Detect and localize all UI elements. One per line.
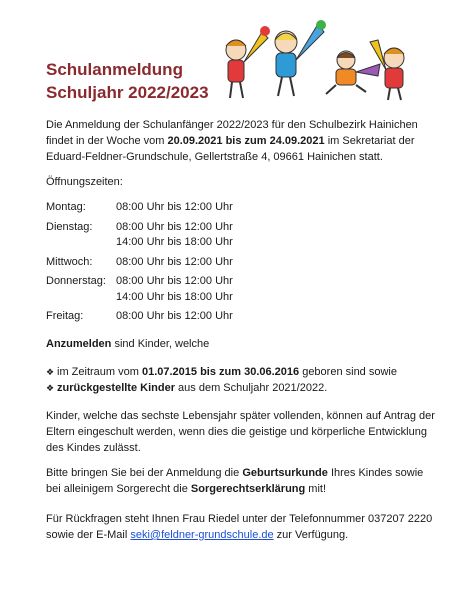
- day-label: Freitag:: [46, 310, 84, 322]
- child-figure: [275, 20, 326, 96]
- contact-text: zur Verfügung.: [273, 529, 349, 541]
- intro-paragraph: [46, 117, 436, 165]
- criteria-birth-range: [57, 364, 397, 380]
- day-label: Dienstag:: [46, 220, 93, 233]
- page-subtitle: Schuljahr 2022/2023: [46, 83, 209, 102]
- time-range: 08:00 Uhr bis 12:00 Uhr: [116, 255, 233, 268]
- registration-lead-bold: Anzumelden: [46, 338, 112, 350]
- hours-row-tuesday: [46, 220, 233, 251]
- criteria-text: im Zeitraum vom: [57, 366, 142, 378]
- hours-row-thursday: [46, 274, 233, 305]
- criteria-deferred: [57, 380, 327, 396]
- opening-hours-heading: Öffnungszeiten:: [46, 176, 123, 188]
- documents-paragraph: [46, 465, 436, 497]
- contact-text: Für Rückfragen steht Ihnen Frau Riedel unter der Telefonnummer 037207 2220 sowie der E-Mail: [46, 513, 433, 541]
- list-item: [46, 380, 436, 396]
- children-school-cones-illustration: [222, 20, 412, 102]
- child-figure: [226, 26, 270, 98]
- documents-text: Bitte bringen Sie bei der Anmeldung die: [46, 467, 243, 479]
- child-figure: [326, 51, 380, 94]
- day-label: Donnerstag:: [46, 275, 106, 287]
- documents-text: Ihres Kindes sowie bei alleinigem Sorgerecht die: [46, 467, 424, 495]
- registration-criteria-list: [46, 364, 436, 396]
- hours-row-wednesday: [46, 255, 233, 271]
- time-range: 14:00 Uhr bis 18:00 Uhr: [116, 236, 233, 248]
- contact-paragraph: [46, 511, 436, 543]
- criteria-text: geboren sind sowie: [299, 366, 397, 378]
- time-range: 08:00 Uhr bis 12:00 Uhr: [116, 201, 233, 213]
- hours-row-friday: [46, 309, 233, 325]
- email-link[interactable]: seki@feldner-grundschule.de: [130, 529, 274, 541]
- registration-lead-text: sind Kinder, welche: [111, 338, 210, 350]
- hours-row-monday: [46, 200, 233, 216]
- intro-location-text: im Sekretariat der Eduard-Feldner-Grundschule, Gellertstraße 4, 09661 Hainichen statt.: [46, 135, 415, 163]
- custody-declaration-label: Sorgerechtserklärung: [190, 483, 306, 495]
- birth-certificate-label: Geburtsurkunde: [242, 467, 328, 479]
- opening-hours-table: [46, 200, 233, 325]
- registration-lead: [46, 336, 436, 352]
- day-label: Mittwoch:: [46, 255, 93, 268]
- early-enrollment-paragraph: Kinder, welche das sechste Lebensjahr später vollenden, können auf Antrag der Eltern eingeschult werden, wenn dies die geistige und körperliche Entwicklung des Kindes zulässt.: [46, 410, 435, 454]
- registration-date-range: 20.09.2021 bis zum 24.09.2021: [167, 135, 325, 147]
- diamond-bullet-icon: ❖: [46, 367, 55, 377]
- time-range: 14:00 Uhr bis 18:00 Uhr: [116, 290, 233, 303]
- page-title: Schulanmeldung: [46, 60, 183, 79]
- intro-text: Die Anmeldung der Schulanfänger 2022/2023 für den Schulbezirk Hainichen findet in der Woche vom: [46, 119, 418, 147]
- time-range: 08:00 Uhr bis 12:00 Uhr: [116, 220, 233, 233]
- deferred-children-label: zurückgestellte Kinder: [57, 382, 175, 394]
- list-item: [46, 364, 436, 380]
- documents-text: mit!: [305, 483, 327, 495]
- criteria-text: aus dem Schuljahr 2021/2022.: [174, 382, 328, 394]
- time-range: 08:00 Uhr bis 12:00 Uhr: [116, 310, 233, 322]
- diamond-bullet-icon: ❖: [46, 383, 55, 393]
- time-range: 08:00 Uhr bis 12:00 Uhr: [116, 275, 233, 287]
- birth-date-range: 01.07.2015 bis zum 30.06.2016: [141, 366, 300, 378]
- day-label: Montag:: [46, 201, 86, 213]
